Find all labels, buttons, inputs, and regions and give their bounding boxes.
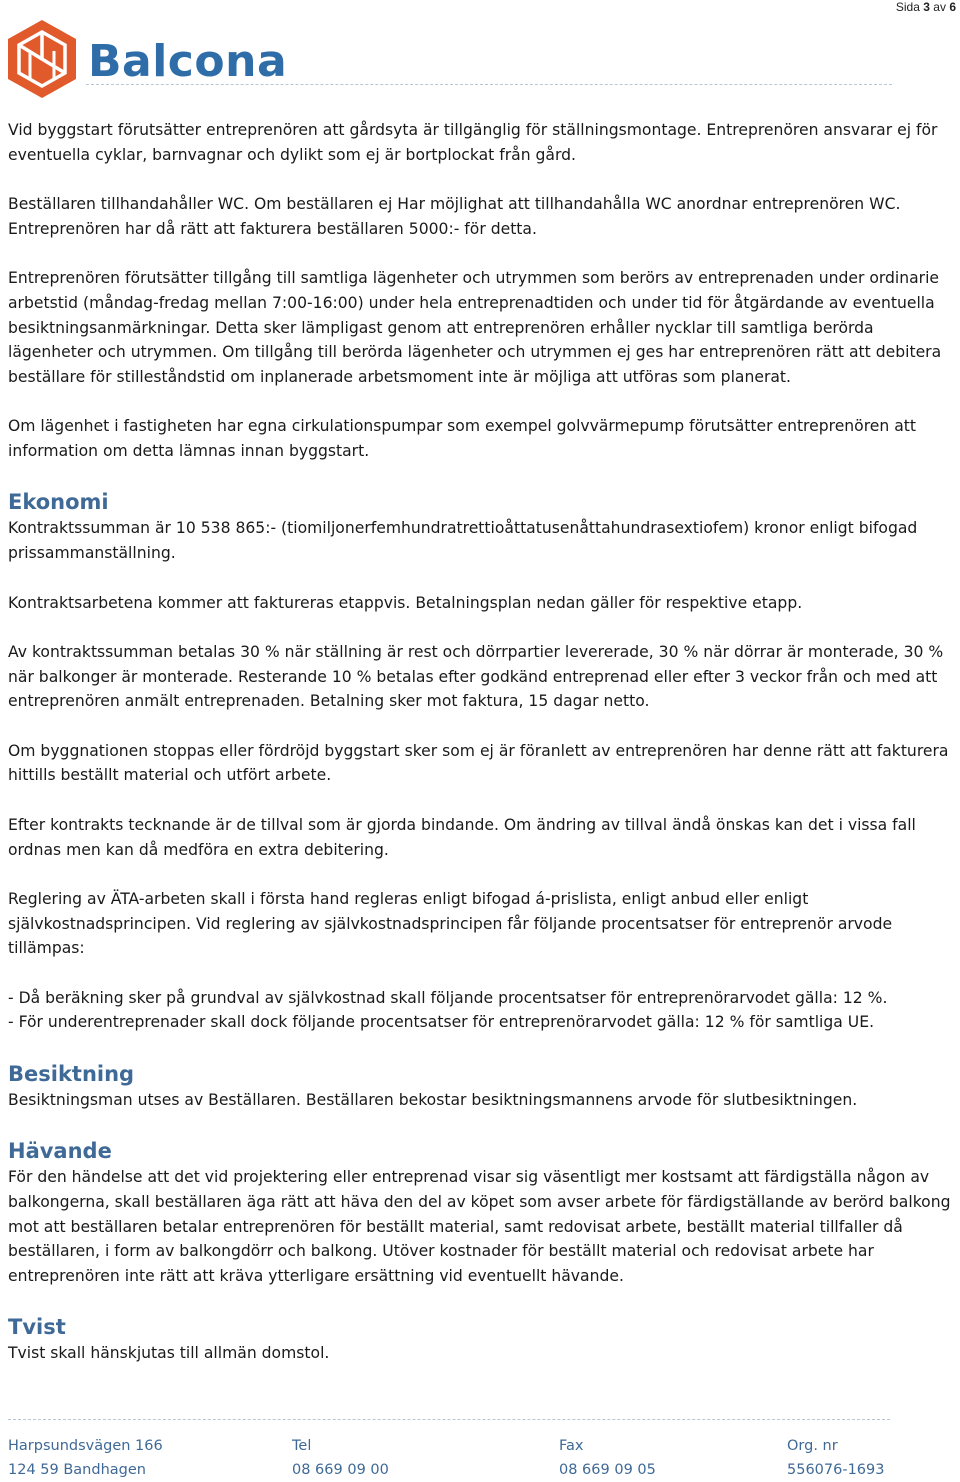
footer-org-value: 556076-1693 xyxy=(787,1462,885,1478)
footer-fax-value: 08 669 09 05 xyxy=(559,1462,656,1478)
paragraph: För den händelse att det vid projektering eller entreprenad visar sig väsentligt mer kostsamt att färdigställa någon av balkongerna, skall beställaren äga rätt att häva den del av köpet som avser arbete för färdigställande av berörd balkong mot att beställaren betalar entreprenören för beställt material, samt redovisat arbete, beställt material tillfaller då beställaren, i form av balkongdörr och balkong. Utöver kostnader för beställt material och redovisat arbete har entreprenören inte rätt att kräva ytterligare ersättning vid eventuellt hävande. xyxy=(8,1168,951,1286)
paragraph: Om byggnationen stoppas eller fördröjd byggstart sker som ej är föranlett av entreprenören har denne rätt att fakturera hittills beställt material och utfört arbete. xyxy=(8,741,949,785)
footer-org-label: Org. nr xyxy=(787,1438,838,1454)
page-number-total: 6 xyxy=(949,0,956,14)
paragraph: Om lägenhet i fastigheten har egna cirkulationspumpar som exempel golvvärmepump förutsätter entreprenören att information om detta lämnas innan byggstart. xyxy=(8,417,916,461)
footer-tel-value: 08 669 09 00 xyxy=(292,1462,389,1478)
footer-divider xyxy=(8,1419,890,1420)
footer-address-city: 124 59 Bandhagen xyxy=(8,1462,146,1478)
footer-org xyxy=(787,1434,885,1482)
list-item: - Då beräkning sker på grundval av självkostnad skall följande procentsatser för entreprenörarvodet gälla: 12 %. xyxy=(8,988,888,1007)
footer-fax xyxy=(559,1434,656,1482)
paragraph: Tvist skall hänskjutas till allmän domstol. xyxy=(8,1344,330,1363)
paragraph: Efter kontrakts tecknande är de tillval som är gjorda bindande. Om ändring av tillval ändå önskas kan det i vissa fall ordnas men kan då medföra en extra debitering. xyxy=(8,815,916,859)
page-number xyxy=(896,0,956,14)
footer xyxy=(8,1434,958,1482)
section-heading-havande: Hävande xyxy=(8,1139,112,1164)
paragraph: Reglering av ÄTA-arbeten skall i första hand regleras enligt bifogad á-prislista, enligt anbud eller enligt självkostnadsprincipen. Vid reglering av självkostnadsprincipen får följande procentsatser för entreprenör arvode tillämpas: xyxy=(8,889,893,958)
paragraph: Beställaren tillhandahåller WC. Om beställaren ej Har möjlighat att tillhandahålla WC anordnar entreprenören WC. Entreprenören har då rätt att fakturera beställaren 5000:- för detta. xyxy=(8,195,901,238)
logo-text: Balcona xyxy=(88,36,288,87)
page-number-prefix: Sida xyxy=(895,0,920,14)
section-heading-tvist: Tvist xyxy=(8,1315,66,1340)
footer-address-street: Harpsundsvägen 166 xyxy=(8,1438,163,1454)
footer-tel-label: Tel xyxy=(292,1438,312,1454)
header-divider xyxy=(86,84,892,85)
paragraph: Entreprenören förutsätter tillgång till samtliga lägenheter och utrymmen som berörs av entreprenaden under ordinarie arbetstid (måndag-fredag mellan 7:00-16:00) under hela entreprenadtiden och under tid för åtgärdande av eventuella besiktningsanmärkningar. Detta sker lämpligast genom att entreprenören erhåller nycklar till samtliga berörda lägenheter och utrymmen. Om tillgång till berörda lägenheter och utrymmen ej ges har entreprenören rätt att debitera beställare för stilleståndstid om inplanerade arbetsmoment inte är möjliga att utföras som planerat. xyxy=(8,269,942,386)
paragraph: Av kontraktssumman betalas 30 % när ställning är rest och dörrpartier levererade, 30 % när dörrar är monterade, 30 % när balkonger är monterade. Resterande 10 % betalas efter godkänd entreprenad eller efter 3 veckor från och med att entreprenören anmält entreprenaden. Betalning sker mot faktura, 15 dagar netto. xyxy=(8,642,944,711)
page-number-current: 3 xyxy=(923,0,930,14)
paragraph: Besiktningsman utses av Beställaren. Beställaren bekostar besiktningsmannens arvode för slutbesiktningen. xyxy=(8,1090,858,1109)
footer-fax-label: Fax xyxy=(559,1438,584,1454)
footer-address xyxy=(8,1434,163,1482)
page-number-of: av xyxy=(933,0,946,14)
paragraph: Vid byggstart förutsätter entreprenören att gårdsyta är tillgänglig för ställningsmontage. Entreprenören ansvarar ej för eventuella cyklar, barnvagnar och dylikt som ej är bortplockat från gård. xyxy=(8,121,938,164)
paragraph: Kontraktsarbetena kommer att faktureras etappvis. Betalningsplan nedan gäller för respektive etapp. xyxy=(8,593,803,612)
document-body xyxy=(8,118,956,1391)
list-item: - För underentreprenader skall dock följande procentsatser för entreprenörarvodet gälla: 12 % för samtliga UE. xyxy=(8,1013,875,1032)
section-heading-besiktning: Besiktning xyxy=(8,1061,135,1086)
hexagon-logo-icon xyxy=(6,18,78,100)
section-heading-ekonomi: Ekonomi xyxy=(8,490,109,515)
paragraph: Kontraktssumman är 10 538 865:- (tiomiljonerfemhundratrettioåttatusenåttahundrasextiofem) kronor enligt bifogad prissammanställning. xyxy=(8,519,918,563)
company-logo xyxy=(6,18,287,100)
footer-tel xyxy=(292,1434,389,1482)
